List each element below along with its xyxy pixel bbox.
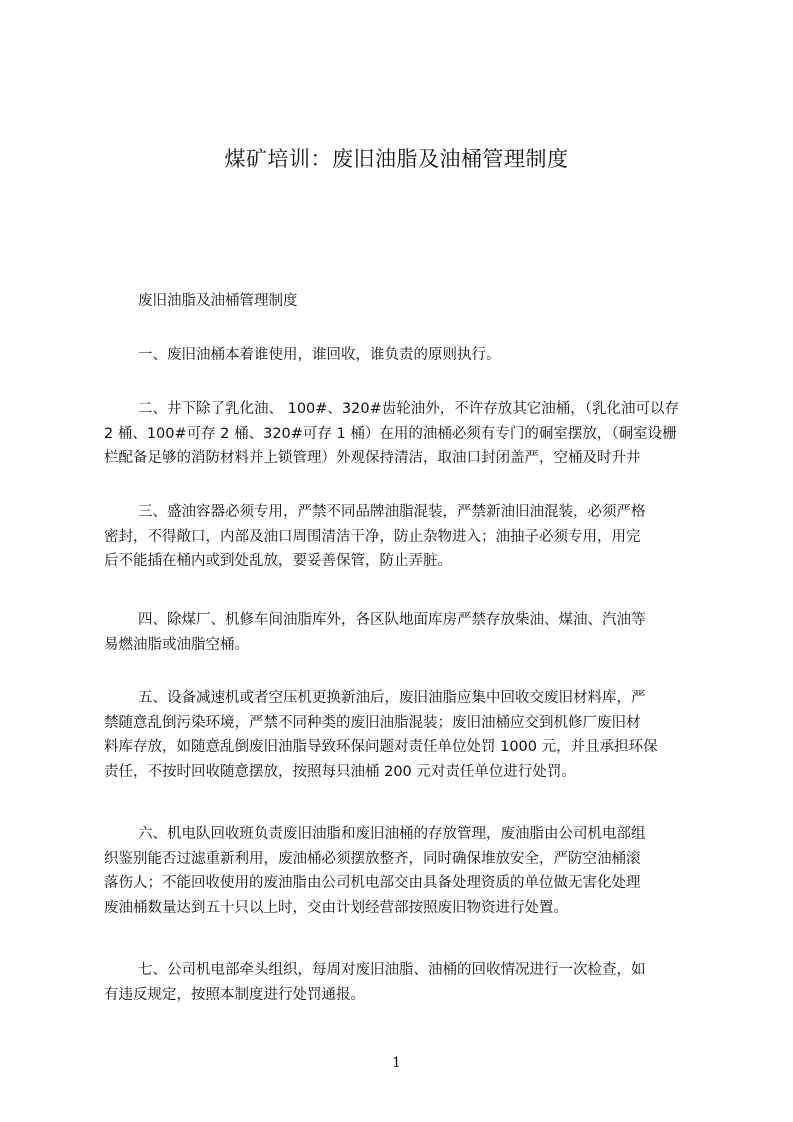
- paragraph-7: [104, 958, 704, 1007]
- paragraph-line: 密封，不得敞口，内部及油口周围清洁干净，防止杂物进入；油抽子必须专用，用完: [104, 528, 641, 545]
- paragraph-line: 一、废旧油桶本着谁使用，谁回收，谁负责的原则执行。: [138, 347, 501, 363]
- document-subtitle: [104, 289, 704, 314]
- paragraph-line: 二、井下除了乳化油、 100#、320#齿轮油外，不许存放其它油桶，（乳化油可以存: [138, 401, 680, 417]
- paragraph-2: [104, 397, 704, 471]
- paragraph-line: 四、除煤厂、机修车间油脂库外，各区队地面库房严禁存放柴油、煤油、汽油等: [138, 612, 646, 628]
- subtitle-line: 废旧油脂及油桶管理制度: [138, 293, 298, 309]
- paragraph-line: 七、公司机电部牵头组织，每周对废旧油脂、油桶的回收情况进行一次检查，如: [138, 962, 646, 978]
- paragraph-4: [104, 608, 704, 657]
- paragraph-line: 废油桶数量达到五十只以上时，交由计划经营部按照废旧物资进行处置。: [104, 899, 568, 916]
- paragraph-3: [104, 500, 704, 574]
- paragraph-line: 三、盛油容器必须专用，严禁不同品牌油脂混装，严禁新油旧油混装，必须严格: [138, 504, 646, 520]
- paragraph-line: 料库存放，如随意乱倒废旧油脂导致环保问题对责任单位处罚 1000 元，并且承担环保: [104, 739, 658, 755]
- paragraph-line: 易燃油脂或油脂空桶。: [104, 636, 249, 653]
- paragraph-line: 栏配备足够的消防材料并上锁管理）外观保持清洁，取油口封闭盖严，空桶及时升井: [104, 450, 641, 466]
- paragraph-line: 2 桶、100#可存 2 桶、320#可存 1 桶）在用的油桶必须有专门的硐室摆放，（硐室设栅: [104, 425, 677, 442]
- paragraph-line: 落伤人；不能回收使用的废油脂由公司机电部交由具备处理资质的单位做无害化处理: [104, 875, 641, 891]
- paragraph-line: 责任，不按时回收随意摆放，按照每只油桶 200 元对责任单位进行处罚。: [104, 763, 576, 780]
- page-number: 1: [392, 1055, 401, 1071]
- paragraph-1: [104, 343, 704, 368]
- paragraph-line: 有违反规定，按照本制度进行处罚通报。: [104, 986, 365, 1003]
- paragraph-line: 织鉴别能否过滤重新利用，废油桶必须摆放整齐，同时确保堆放安全，严防空油桶滚: [104, 850, 641, 867]
- paragraph-line: 五、设备减速机或者空压机更换新油后，废旧油脂应集中回收交废旧材料库，严: [138, 690, 646, 706]
- paragraph-line: 禁随意乱倒污染环境，严禁不同种类的废旧油脂混装；废旧油桶应交到机修厂废旧材: [104, 714, 641, 731]
- paragraph-line: 后不能插在桶内或到处乱放，要妥善保管，防止弄脏。: [104, 553, 452, 569]
- paragraph-6: [104, 822, 704, 920]
- paragraph-line: 六、机电队回收班负责废旧油脂和废旧油桶的存放管理，废油脂由公司机电部组: [138, 826, 646, 842]
- document-title: 煤矿培训：废旧油脂及油桶管理制度: [224, 147, 569, 171]
- paragraph-5: [104, 686, 704, 784]
